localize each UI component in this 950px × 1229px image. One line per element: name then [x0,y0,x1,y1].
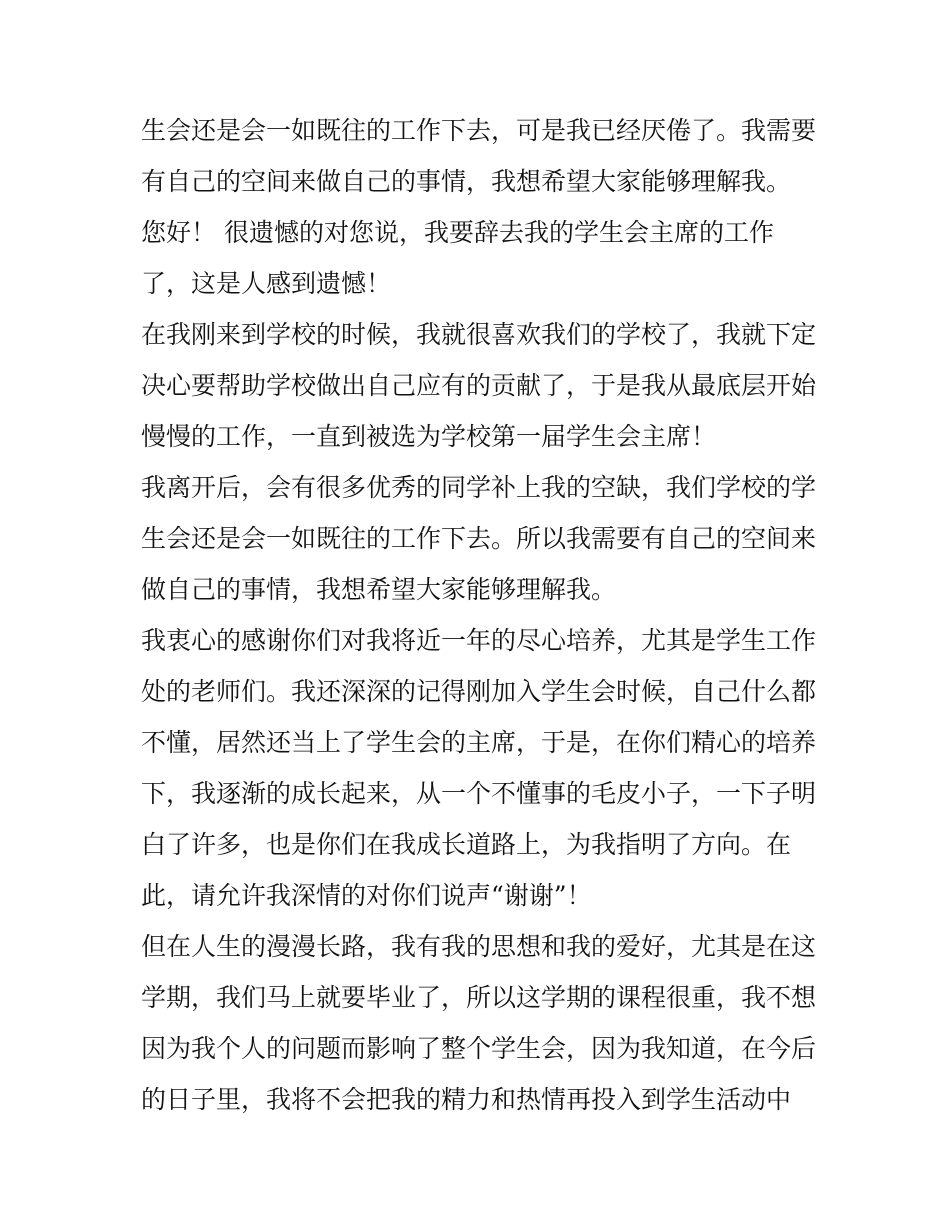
document-body [141,105,831,1125]
text-line: 生会还是会一如既往的工作下去。所以我需要有自己的空间来 [141,524,817,553]
text-line: 不懂，居然还当上了学生会的主席，于是，在你们精心的培养 [141,728,817,757]
text-line: 但在人生的漫漫长路，我有我的思想和我的爱好，尤其是在这 [141,932,817,961]
text-line: 了，这是人感到遗憾！ [141,269,392,298]
text-line: 生会还是会一如既往的工作下去，可是我已经厌倦了。我需要 [141,116,817,145]
text-line: 此，请允许我深情的对你们说声“谢谢”！ [141,881,592,910]
text-line: 您好！ 很遗憾的对您说，我要辞去我的学生会主席的工作 [141,218,774,247]
text-line: 学期，我们马上就要毕业了，所以这学期的课程很重，我不想 [141,983,817,1012]
text-line: 决心要帮助学校做出自己应有的贡献了，于是我从最底层开始 [141,371,817,400]
text-line: 我离开后，会有很多优秀的同学补上我的空缺，我们学校的学 [141,473,817,502]
text-line: 的日子里，我将不会把我的精力和热情再投入到学生活动中 [141,1085,792,1114]
text-line: 有自己的空间来做自己的事情，我想希望大家能够理解我。 [141,167,792,196]
text-line: 做自己的事情，我想希望大家能够理解我。 [141,575,617,604]
text-line: 白了许多，也是你们在我成长道路上，为我指明了方向。在 [141,830,792,859]
text-line: 下，我逐渐的成长起来，从一个不懂事的毛皮小子，一下子明 [141,779,817,808]
text-line: 处的老师们。我还深深的记得刚加入学生会时候，自己什么都 [141,677,817,706]
text-line: 慢慢的工作，一直到被选为学校第一届学生会主席！ [141,422,717,451]
text-line: 我衷心的感谢你们对我将近一年的尽心培养，尤其是学生工作 [141,626,817,655]
text-line: 因为我个人的问题而影响了整个学生会，因为我知道，在今后 [141,1034,817,1063]
text-line: 在我刚来到学校的时候，我就很喜欢我们的学校了，我就下定 [141,320,817,349]
